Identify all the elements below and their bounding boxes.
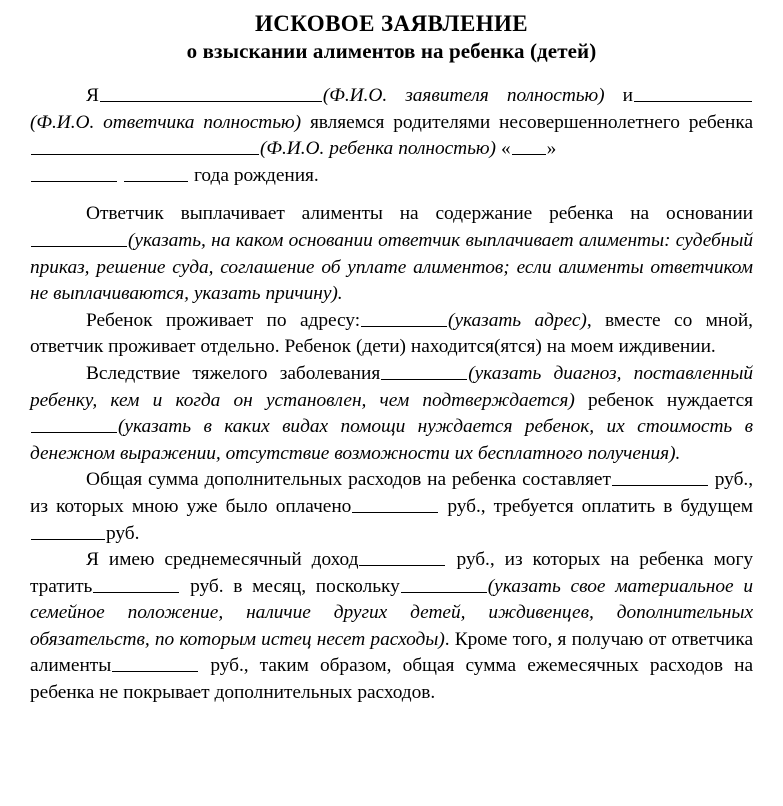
paragraph-parties: [30, 83, 753, 163]
p2-text-1: Ответчик выплачивает алименты на содержание ребенка на основании: [86, 203, 753, 225]
paragraph-alimony-basis: [30, 201, 753, 307]
blank-child-name[interactable]: [31, 136, 259, 155]
p6-hint-status: (указать свое материальное и семейное положение, наличие других детей, иждивенцев, дополнительных обязательств, по которым истец несет расходы): [30, 575, 753, 650]
p1-hint-defendant: (Ф.И.О. ответчика полностью): [30, 111, 302, 133]
blank-monthly-income[interactable]: [359, 547, 445, 566]
p3-text-2: , вместе со мной, ответчик проживает отдельно. Ребенок (дети) находится(ятся) на моем иждивении.: [30, 309, 753, 358]
p1-birth-day-group: [501, 138, 556, 159]
p5-text-1: Общая сумма дополнительных расходов на ребенка составляет: [86, 469, 611, 491]
blank-total-expenses[interactable]: [612, 467, 708, 486]
quote-close: »: [546, 138, 557, 160]
paragraph-illness: [30, 361, 753, 467]
p3-hint-address: (указать адрес): [448, 309, 587, 331]
p1-hint-child: (Ф.И.О. ребенка полностью): [260, 138, 496, 160]
blank-address[interactable]: [361, 308, 447, 327]
document-body: [30, 83, 753, 707]
p6-text-3: руб. в месяц, поскольку: [190, 575, 400, 597]
p1-hint-applicant: (Ф.И.О. заявителя полностью): [322, 85, 605, 106]
paragraph-expenses: [30, 467, 753, 547]
p1-text-3: являемся родителями несовершеннолетнего ребенка: [309, 111, 754, 133]
blank-diagnosis[interactable]: [381, 361, 467, 380]
blank-assistance-type[interactable]: [31, 414, 117, 433]
p4-hint-assistance: (указать в каких видах помощи нуждается ребенок, их стоимость в денежном выражении, отсутствие возможности их бесплатного получения).: [30, 416, 753, 464]
blank-spend-on-child[interactable]: [93, 574, 179, 593]
p5-text-4: руб.: [106, 522, 140, 544]
blank-birth-month[interactable]: [31, 163, 117, 182]
p5-text-3: руб., требуется оплатить в будущем: [447, 495, 754, 517]
blank-birth-year[interactable]: [124, 163, 188, 182]
p1-text-4: года рождения.: [194, 164, 319, 186]
blank-future-payment[interactable]: [31, 521, 105, 540]
document-title: ИСКОВОЕ ЗАЯВЛЕНИЕ: [254, 11, 529, 36]
p2-hint-basis: (указать, на каком основании ответчик выплачивает алименты: судебный приказ, решение суда, соглашение об уплате алиментов; если алименты ответчиком не выплачиваются, указать причину).: [30, 229, 753, 305]
p6-text-5: руб., таким образом, общая сумма ежемесячных расходов на ребенка не покрывает дополнительных расходов.: [30, 655, 753, 704]
document-title-block: [30, 8, 753, 65]
blank-received-alimony[interactable]: [112, 654, 198, 673]
blank-birth-day[interactable]: [512, 136, 546, 155]
blank-reason[interactable]: [401, 574, 487, 593]
p4-text-2: ребенок нуждается: [588, 389, 754, 411]
paragraph-residence: [30, 308, 753, 361]
p1-text-1: Я: [86, 85, 99, 106]
p4-hint-diagnosis: (указать диагноз, поставленный ребенку, кем и когда он установлен, чем подтверждается): [30, 362, 754, 411]
blank-defendant-name[interactable]: [634, 83, 752, 102]
paragraph-income: [30, 547, 753, 707]
p6-text-2: руб., из которых на ребенка могу тратить: [30, 549, 753, 597]
document-subtitle: о взыскании алиментов на ребенка (детей): [186, 39, 597, 63]
p5-text-2: руб., из которых мною уже было оплачено: [30, 469, 753, 517]
p3-text-1: Ребенок проживает по адресу:: [86, 309, 361, 331]
blank-already-paid[interactable]: [352, 494, 438, 513]
p6-text-4: . Кроме того, я получаю от ответчика алименты: [30, 628, 753, 677]
p4-text-1: Вследствие тяжелого заболевания: [86, 362, 381, 384]
blank-alimony-basis[interactable]: [31, 228, 127, 247]
p1-text-2: и: [622, 85, 633, 106]
p6-text-1: Я имею среднемесячный доход: [86, 549, 359, 571]
paragraph-birth-year: [30, 163, 753, 190]
quote-open: «: [500, 138, 511, 160]
blank-applicant-name[interactable]: [100, 83, 322, 102]
